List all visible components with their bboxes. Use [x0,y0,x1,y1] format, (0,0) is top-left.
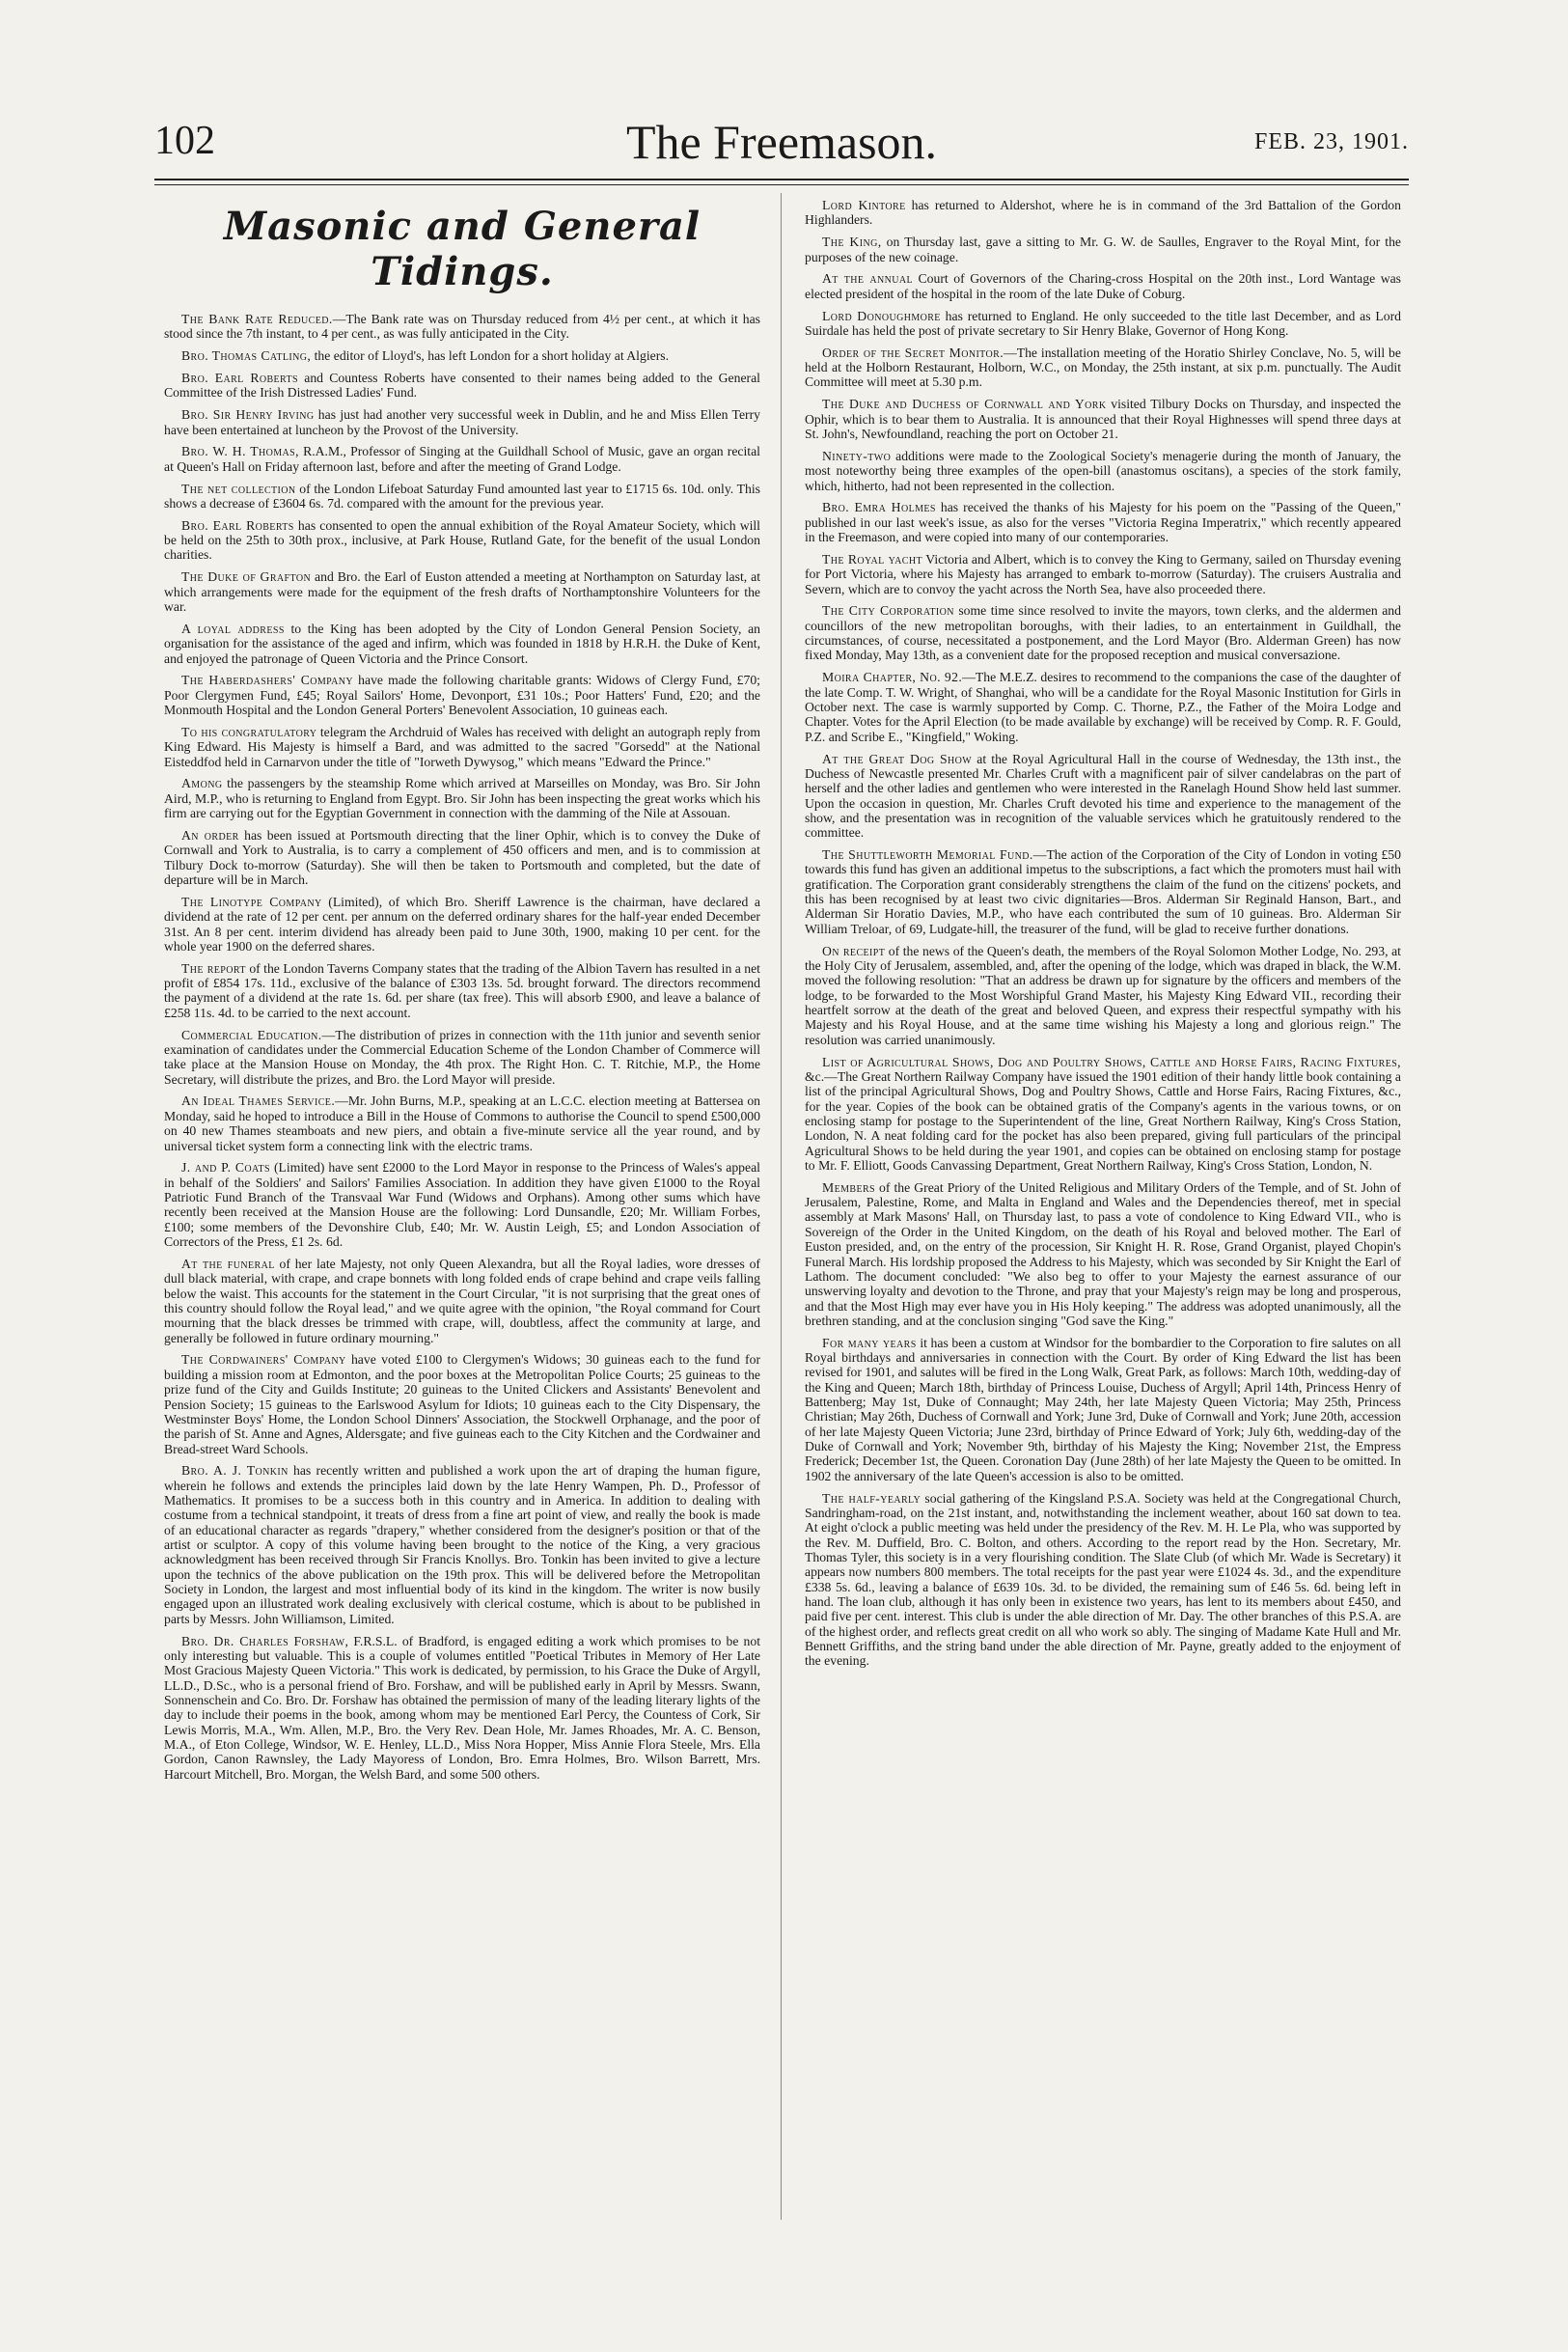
news-item [164,725,760,769]
news-item-lead: The City Corporation [822,603,954,619]
news-item-lead: Lord Kintore [822,198,906,212]
news-item [805,449,1401,493]
news-item [805,603,1401,662]
news-item-text: additions were made to the Zoological Society's menagerie during the month of January, the most noteworthy being three examples of the open-bill (anastomus oscitans), a species of the stork family, which, hitherto, had not been represented in the collection. [805,448,1401,493]
news-item [805,1336,1401,1483]
news-item-text: (Limited) have sent £2000 to the Lord Mayor in response to the Princess of Wales's appeal in behalf of the Soldiers' and Sailors' Families Association. In addition they have given £1000 to the Royal Patriotic Fund Branch of the Transvaal War Fund (Widows and Orphans). Among other sums which have recently been received at the Mansion House are the following: Lord Dunsandle, £20; Mr. William Forbes, £100; some members of the Devonshire Club, £40; Mr. W. Austin Leigh, £5; and London Association of Correctors of the Press, £1 2s. 6d. [164,1160,760,1250]
news-item-lead: The King, [822,235,882,250]
news-item [805,1055,1401,1174]
news-item [805,198,1401,228]
news-item [164,312,760,342]
news-item-lead: A loyal address [181,621,285,636]
news-item-text: —The installation meeting of the Horatio Shirley Conclave, No. 5, will be held at the Holborn Restaurant, Holborn, W.C., on Monday, the 25th instant, at six p.m. punctually. The Audit Committee will meet at 5.30 p.m. [805,345,1401,390]
news-item-lead: Lord Donoughmore [822,308,941,323]
news-item [164,348,760,363]
news-item [805,1180,1401,1328]
news-item-text: has returned to England. He only succeeded to the title last December, and as Lord Suirdale has held the post of private secretary to Sir Henry Blake, Governor of Hong Kong. [805,308,1401,338]
news-item-text: —The action of the Corporation of the City of London in voting £50 towards this fund has given an additional impetus to the subscriptions, a fact which the promoters must hail with gratification. The Corporation grant considerably strengthens the claim of the fund on the citizens' pockets, and this has been recognised by at least two civic dignitaries—Bros. Alderman Sir Reginald Hanson, Bart., and Alderman Sir Horatio Davies, M.P., who have each contributed the sum of 10 guineas. Bro. Alderman Sir William Treloar, of 69, Ludgate-hill, the treasurer of the fund, will be glad to receive further donations. [805,847,1401,936]
news-item-text: has been issued at Portsmouth directing that the liner Ophir, which is to convey the Duke of Cornwall and York to Australia, is to carry a complement of 450 officers and men, and is to commission at Tilbury Dock to-morrow (Saturday). She will then be taken to Portsmouth and completed, but the date of departure will be in March. [164,827,760,887]
news-item-lead: Bro. Earl Roberts [181,517,294,533]
news-item [164,1352,760,1455]
news-item [805,752,1401,841]
news-item-lead: At the funeral [181,1256,275,1271]
news-item [805,670,1401,744]
news-item [805,552,1401,596]
news-item [164,1634,760,1782]
news-item [805,1491,1401,1669]
news-item [805,235,1401,264]
news-item-lead: Bro. Emra Holmes [822,500,936,515]
news-item-text: has consented to open the annual exhibition of the Royal Amateur Society, which will be held on the 25th to 30th prox., inclusive, at Park House, Rutland Gate, for the benefit of the usual London charities. [164,517,760,563]
right-column-articles [805,198,1401,1669]
news-item-text: at the Royal Agricultural Hall in the course of Wednesday, the 13th inst., the Duchess of Newcastle presented Mr. Charles Cruft with a magnificent pair of silver candelabras on the part of herself and the other ladies and gentlemen who were interested in the Ranelagh Hound Show held last summer. Upon the occasion in question, Mr. Charles Cruft devoted his time and experience to the management of the show, and the presentation was in recognition of the valuable services which he gratuitously rendered to the committee. [805,751,1401,841]
news-item-text: has just had another very successful week in Dublin, and he and Miss Ellen Terry have been entertained at luncheon by the Provost of the University. [164,407,760,437]
news-item-lead: On receipt [822,943,886,958]
column-divider [781,193,782,2220]
news-item-lead: Bro. W. H. Thomas, [181,444,299,459]
news-item [164,518,760,563]
news-item-lead: Bro. Dr. Charles Forshaw, [181,1633,349,1648]
news-item [805,397,1401,441]
section-title: Masonic and General Tidings. [223,204,701,294]
news-item-lead: J. and P. Coats [181,1160,270,1176]
news-item-lead: The report [181,960,246,976]
news-item-lead: The Cordwainers' Company [181,1352,346,1368]
news-item-text: Court of Governors of the Charing-cross Hospital on the 20th inst., Lord Wantage was elected president of the hospital in the room of the late Duke of Coburg. [805,271,1401,301]
news-item-lead: Ninety-two [822,448,892,463]
news-item-text: —The M.E.Z. desires to recommend to the companions the case of the daughter of the late Comp. T. W. Wright, of Shanghai, who will be a candidate for the Royal Masonic Institution for Girls in October next. The case is warmly supported by Comp. C. Thorne, P.Z., the Father of the Moira Lodge and Chapter. Votes for the April Election (to be made available by exchange) will be received by Comp. R. F. Gould, P.Z. and Scribe E., "Kingfield," Woking. [805,670,1401,744]
news-item [164,1160,760,1249]
news-item [164,828,760,887]
news-item-text: R.A.M., Professor of Singing at the Guildhall School of Music, gave an organ recital at Queen's Hall on Friday afternoon last, before and after the meeting of Grand Lodge. [164,444,760,474]
page-number: 102 [154,119,215,163]
news-item [164,1093,760,1152]
news-item [805,346,1401,390]
news-item-text: have made the following charitable grants: Widows of Clergy Fund, £70; Poor Clergymen Fund, £45; Royal Sailors' Home, Devonport, £31 10s.; Poor Hatters' Fund, £20; and the Monmouth Hospital and the London General Porters' Benevolent Association, 10 guineas each. [164,673,760,718]
page-header [154,115,1409,169]
news-item-text: of the Great Priory of the United Religious and Military Orders of the Temple, and of St. John of Jerusalem, Palestine, Rome, and Malta in England and Wales and the Dependencies thereof, met in special assembly at Mark Masons' Hall, on Thursday last, to pass a vote of condolence to King Edward VII., who is Sovereign of the Order in the United Kingdom, on the death of his Royal and beloved mother. The Earl of Euston presided, and, on the entry of the procession, Sir Knight H. R. Rose, Grand Organist, played Chopin's Funeral March. His lordship proposed the Address to his Majesty, which was seconded by Sir Knight the Earl of Lathom. The document concluded: "We also beg to offer to your Majesty the earnest assurance of our unswerving loyalty and devotion to the Throne, and pray that your Majesty's reign may be long and prosperous, and that the Most High may ever have you in His Holy keeping." The address was adopted unanimously, all the brethren standing, and at the conclusion singing "God save the King." [805,1179,1401,1328]
news-item-lead: An Ideal Thames Service. [181,1093,336,1109]
news-item-lead: Bro. Sir Henry Irving [181,407,315,423]
news-item-text: &c.—The Great Northern Railway Company have issued the 1901 edition of their handy little book containing a list of the principal Agricultural Shows, Dog and Poultry Shows, Cattle and Horse Fairs, Racing Fixtures, &c., for the year. Copies of the book can be obtained gratis of the Company's agents in the various towns, or on enclosing stamp for postage to the Superintendent of the line, Great Northern Railway, King's Cross Station, London, N. A neat folding card for the pocket has also been prepared, giving full particulars of the principal Agricultural Shows to be held during the year 1901, and copies can be obtained on enclosing stamp for postage to Mr. F. Elliott, Goods Canvassing Department, Great Northern Railway, King's Cross Station, London, N. [805,1068,1401,1173]
news-item-text: of her late Majesty, not only Queen Alexandra, but all the Royal ladies, wore dresses of dull black material, with crape, and crape bonnets with long folded ends of crape behind and crape veils falling below the waist. This accounts for the statement in the Court Circular, "it is not surprising that the great ones of this country should follow the Royal lead," and we quite agree with the opinion, "the Royal command for Court mourning that the black dresses be trimmed with crape, will, doubtless, affect the community at large, and generally be followed in future ordinary mourning." [164,1256,760,1345]
news-item [805,847,1401,936]
news-item-lead: At the Great Dog Show [822,751,973,766]
news-item [164,895,760,954]
news-item-lead: To his congratulatory [181,724,317,739]
news-item-lead: The Duke of Grafton [181,569,312,585]
news-item [164,1028,760,1087]
news-item-lead: An order [181,827,239,843]
news-item-text: —The distribution of prizes in connection with the 11th junior and seventh senior examination of candidates under the Commercial Education Scheme of the London Chamber of Commerce will take place at the Mansion House on Monday, the 4th prox. The Right Hon. C. T. Ritchie, M.P., the Home Secretary, will distribute the prizes, and Bro. the Lord Mayor will preside. [164,1027,760,1087]
news-item [164,371,760,401]
news-item-lead: The Haberdashers' Company [181,673,354,688]
news-item [164,569,760,614]
news-item-lead: Bro. A. J. Tonkin [181,1463,289,1479]
news-item [805,500,1401,544]
news-item-text: —The Bank rate was on Thursday reduced from 4½ per cent., at which it has stood since the 7th instant, to 4 per cent., as was fully anticipated in the City. [164,312,760,342]
news-item-text: have voted £100 to Clergymen's Widows; 30 guineas each to the fund for building a mission room at Edmonton, and the poor boxes at the Metropolitan Police Courts; 25 guineas to the prize fund of the City and Guilds Institute; 20 guineas to the United Clickers and Assistants' Benevolent and Pension Society; 15 guineas to the Earlswood Asylum for Idiots; 10 guineas each to the City Dispensary, the Westminster Boys' Home, the London School Dinners' Association, the Stockwell Orphanage, and the poor of the parish of St. Anne and Agnes, Aldersgate; and five guineas each to the City Kitchen and the Cordwainer and Bread-street Ward Schools. [164,1352,761,1456]
news-item-lead: The net collection [181,481,296,496]
left-column [164,198,760,1789]
news-item-text: and Bro. the Earl of Euston attended a meeting at Northampton on Saturday last, at which arrangements were made for the equipment of the fresh drafts of Northamptonshire Volunteers for the war. [164,569,760,614]
news-item-text: visited Tilbury Docks on Thursday, and inspected the Ophir, which is to bear them to Australia. It is announced that their Royal Highnesses will spend three days at St. John's, Newfoundland, reaching the port on October 21. [805,397,1401,441]
issue-date: FEB. 23, 1901. [1253,129,1409,154]
news-item-text: telegram the Archdruid of Wales has received with delight an autograph reply from King Edward. His Majesty is himself a Bard, and was admitted to the sacred "Gorsedd" at the National Eisteddfod held in Carnarvon under the title of "Iorweth Dywysog," which means "Edward the Prince." [164,724,760,769]
header-rule-thin [154,184,1409,185]
header-rule [154,179,1409,180]
news-item [164,444,760,474]
news-item [805,271,1401,301]
news-item [164,407,760,437]
news-item-text: has recently written and published a work upon the art of draping the human figure, wherein he follows and extends the principles laid down by the late Henry Wampen, Ph. D., Professor of Mathematics. It promises to be a success both in this country and in America. In addition to dealing with costume from a technical standpoint, it treats of dress from a fine art point of view, and really the book is made of an educational character as regards "drapery," whether considered from the designer's position or that of the artist or sculptor. A copy of this volume having been brought to the notice of the King, a very gracious acknowledgment has been received through Sir Francis Knollys. Bro. Tonkin has been invited to give a lecture upon the technics of the above publication on the 19th prox. This will be delivered before the Metropolitan Society in London, the largest and most influential body of its kind in the kingdom. The writer is now busily engaged upon an illustrated work dealing exclusively with clerical costume, which is about to be published in parts by Messrs. John Williamson, Limited. [164,1463,760,1626]
news-item-text: has returned to Aldershot, where he is in command of the 3rd Battalion of the Gordon Highlanders. [805,198,1401,228]
news-item-text: (Limited), of which Bro. Sheriff Lawrence is the chairman, have declared a dividend at the rate of 12 per cent. per annum on the deferred ordinary shares for the half-year ended December 31st. An 8 per cent. interim dividend has already been paid to June 30th, 1900, making 10 per cent. for the whole year 1900 on the deferred shares. [164,894,760,954]
news-item-text: some time since resolved to invite the mayors, town clerks, and the aldermen and councillors of the new metropolitan boroughs, with their ladies, to an entertainment in Guildhall, the circumstances, of course, necessitated a postponement, and the Lord Mayor (Bro. Alderman Green) has now fixed Monday, May 13th, as a convenient date for the proposed reception and musical conversazione. [805,603,1401,663]
news-item-lead: The half-yearly [822,1490,922,1506]
news-item [805,309,1401,339]
news-item-lead: Members [822,1179,875,1195]
news-item-lead: The Shuttleworth Memorial Fund. [822,847,1033,863]
news-item-lead: Commercial Education. [181,1027,322,1042]
news-item-text: and Countess Roberts have consented to their names being added to the General Committee of the Irish Distressed Ladies' Fund. [164,371,760,401]
news-item [164,622,760,666]
news-item-lead: Among [181,776,223,791]
news-item [164,1463,760,1626]
news-item-text: it has been a custom at Windsor for the bombardier to the Corporation to fire salutes on all Royal birthdays and anniversaries in connection with the Court. By order of King Edward the list has been revised for 1901, and salutes will be fired in the Long Walk, Great Park, as follows: March 10th, wedding-day of the King and Queen; March 18th, birthday of Princess Louise, Duchess of Argyll; April 14th, Princess Henry of Battenberg; May 1st, Duke of Connaught; May 24th, her late Majesty Queen Victoria; May 25th, Princess Christian; May 26th, Duchess of Cornwall and York; June 3rd, Duke of Cornwall and York; June 20th, accession of her late Majesty Queen Victoria; June 23rd, birthday of Prince Edward of York; July 6th, wedding-day of the Duke of Cornwall and York; November 9th, birthday of his Majesty the King; November 21st, the Empress Frederick; December 1st, the Queen. Coronation Day (June 28th) of her late Majesty the Queen to be omitted. In 1902 the anniversary of the late Queen's accession is also to be omitted. [805,1335,1401,1483]
news-item-text: the editor of Lloyd's, has left London for a short holiday at Algiers. [311,348,669,364]
news-item-text: has received the thanks of his Majesty for his poem on the "Passing of the Queen," published in our last week's issue, as also for the verses "Victoria Regina Imperatrix," which recently appeared in the Freemason, and were copied into many of our contemporaries. [805,500,1401,545]
news-item-lead: Bro. Earl Roberts [181,371,298,386]
news-item-lead: At the annual [822,271,913,287]
news-item [164,482,760,512]
news-item [164,1257,760,1345]
right-column [805,198,1401,1675]
news-item-lead: Bro. Thomas Catling, [181,348,312,364]
news-item-text: of the London Lifeboat Saturday Fund amounted last year to £1715 6s. 10d. only. This shows a decrease of £3604 6s. 7d. compared with the amount for the previous year. [164,481,760,511]
news-item-lead: For many years [822,1335,917,1350]
news-item [805,944,1401,1047]
news-item-text: to the King has been adopted by the City of London General Pension Society, an organisation for the assistance of the aged and infirm, which was founded in 1818 by H.R.H. the Duke of Kent, and enjoyed the patronage of Queen Victoria and the Prince Consort. [164,621,761,666]
masthead-title: The Freemason. [625,115,938,169]
news-item-text: Victoria and Albert, which is to convey the King to Germany, sailed on Thursday evening for Port Victoria, where his Majesty has arranged to embark to-morrow (Saturday). The cruisers Australia and Severn, which are to convoy the yacht across the North Sea, have also proceeded there. [805,551,1402,596]
news-item-text: F.R.S.L. of Bradford, is engaged editing a work which promises to be not only interesting but valuable. This is a couple of volumes entitled "Poetical Tributes in Memory of Her Late Most Gracious Majesty Queen Victoria." This work is dedicated, by permission, to his Grace the Duke of Argyll, LL.D., D.Sc., who is a personal friend of Bro. Forshaw, and will be published early in April by Messrs. Swann, Sonnenschein and Co. Bro. Dr. Forshaw has obtained the permission of many of the leading literary lights of the day to include their poems in the book, among whom may be mentioned Earl Percy, the Countess of Cork, Sir Lewis Morris, M.A., Wm. Allen, M.P., Bro. the Very Rev. Dean Hole, Mr. James Rhoades, Mr. A. C. Benson, M.A., of Eton College, Windsor, W. E. Henley, LL.D., Miss Nora Hopper, Miss Annie Flora Steele, Mrs. Ella Gordon, Canon Rawnsley, the Lady Mayoress of London, Bro. Emra Holmes, Bro. Wilson Barrett, Mrs. Harcourt Mitchell, Bro. Morgan, the Welsh Bard, and some 500 others. [164,1633,761,1782]
news-item-text: social gathering of the Kingsland P.S.A. Society was held at the Congregational Church, Sandringham-road, on the 21st instant, and, notwithstanding the inclement weather, about 160 sat down to tea. At eight o'clock a public meeting was held under the presidency of the Rev. M. H. Le Pla, who was supported by the Rev. M. Duffield, Bro. C. Bolton, and others. According to the report read by the Hon. Secretary, Mr. Thomas Tyler, this society is in a very flourishing condition. The Slate Club (of which Mr. Wade is Secretary) it appears now numbers 800 members. The total receipts for the past year were £1024 4s. 3d., and the expenditure £338 5s. 6d., leaving a balance of £639 10s. 3d. to be divided, the remaining sum of £46 5s. 6d. being left in hand. The loan club, although it has only been in existence two years, has lent to its members about £450, and paid five per cent. interest. This club is under the able direction of Mr. Day. The other branches of this P.S.A. are of the highest order, and reflects great credit on all who work so ably. The singing of Madame Kate Hull and Mr. Bennett Griffiths, and the string band under the able direction of Mr. Payne, greatly added to the enjoyment of the evening. [805,1490,1401,1669]
news-item-lead: The Royal yacht [822,551,922,567]
news-item-text: —Mr. John Burns, M.P., speaking at an L.C.C. election meeting at Battersea on Monday, said he hoped to introduce a Bill in the House of Commons to authorise the Council to spend £500,000 on 40 new Thames steamboats and new piers, and obtain a five-minute service all the year round, and by universal ticket system form a connecting link with the electric trams. [164,1093,761,1153]
news-item-lead: The Duke and Duchess of Cornwall and York [822,397,1107,412]
left-column-articles [164,312,760,1782]
news-item-text: of the London Taverns Company states that the trading of the Albion Tavern has resulted in a net profit of £854 17s. 11d., exclusive of the balance of £303 13s. 5d. brought forward. The directors recommend the payment of a dividend at the rate 1s. 6d. per share (tax free). This will absorb £900, and leave a balance of £258 11s. 4d. to be carried to the next account. [164,960,760,1020]
news-item-lead: Order of the Secret Monitor. [822,345,1004,360]
news-item-lead: The Bank Rate Reduced. [181,312,333,326]
news-item-lead: Moira Chapter, No. 92. [822,670,963,685]
news-item-lead: List of Agricultural Shows, Dog and Poultry Shows, Cattle and Horse Fairs, Racing Fixtures, [822,1054,1401,1069]
news-item-text: on Thursday last, gave a sitting to Mr. G. W. de Saulles, Engraver to the Royal Mint, for the purposes of the new coinage. [805,235,1402,264]
news-item [164,673,760,717]
news-item [164,961,760,1020]
news-item-lead: The Linotype Company [181,894,322,909]
news-item-text: the passengers by the steamship Rome which arrived at Marseilles on Monday, was Bro. Sir John Aird, M.P., who is returning to England from Egypt. Bro. Sir John has been inspecting the great works which his firm are carrying out for the Egyptian Government in connection with the damming of the Nile at Assouan. [164,776,760,821]
news-item-text: of the news of the Queen's death, the members of the Royal Solomon Mother Lodge, No. 293, at the Holy City of Jerusalem, assembled, and, after the opening of the lodge, which was draped in black, the W.M. moved the following resolution: "That an address be drawn up for signature by the officers and members of the lodge, to be forwarded to the Most Worshipful Grand Master, his Majesty King Edward VII., recording their heartfelt sorrow at the death of the great and beloved Queen, and express their respectful sympathy with his Majesty and his Royal House, and at the same time wishing his Majesty a long and glorious reign." The resolution was carried unanimously. [805,943,1401,1047]
news-item [164,776,760,820]
